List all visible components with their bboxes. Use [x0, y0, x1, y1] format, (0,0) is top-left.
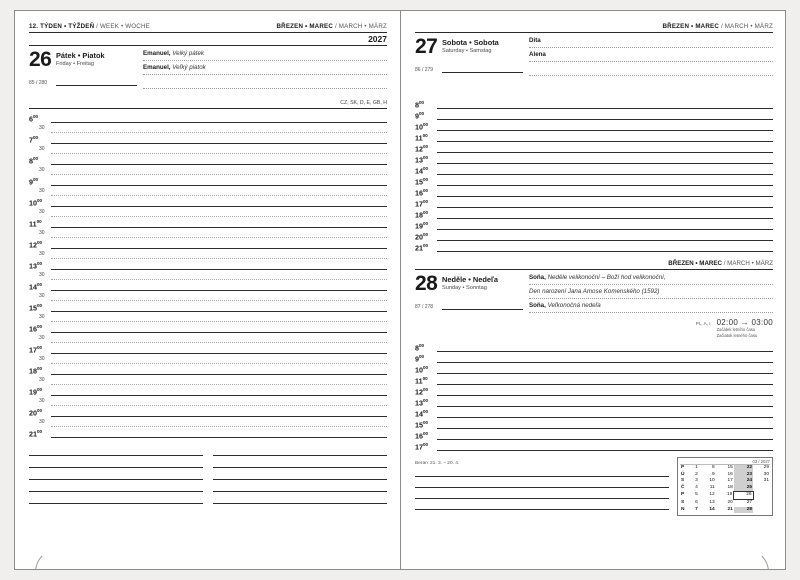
hour-label: $15^{00}$	[415, 176, 429, 186]
note-line[interactable]	[29, 492, 203, 504]
calendar-day[interactable]: 16	[727, 471, 733, 477]
calendar-day[interactable]: 4	[695, 485, 698, 491]
hour-label: $16^{00}$	[29, 323, 43, 333]
hour-line[interactable]	[437, 373, 773, 374]
day-26-block	[29, 46, 387, 92]
day-27-nameday-list	[523, 37, 773, 79]
day-27-name-secondary: Saturday • Samstag	[442, 48, 492, 54]
hour-line[interactable]	[437, 417, 773, 418]
weekday-initial: P	[681, 492, 685, 498]
hour-line[interactable]	[51, 374, 387, 375]
hour-line[interactable]	[51, 353, 387, 354]
nameday-row	[529, 37, 773, 48]
half-hour-label: 30	[39, 272, 45, 278]
half-hour-line[interactable]	[51, 195, 387, 196]
nameday-blank-line[interactable]	[143, 78, 387, 89]
weekday-initial: S	[681, 499, 685, 505]
nameday-note: Den narození Jana Amose Komenského (1592)	[529, 288, 660, 295]
day-27-write-line[interactable]	[442, 66, 523, 73]
nameday-row	[529, 274, 773, 285]
half-hour-label: 30	[39, 230, 45, 236]
hour-label: $9^{00}$	[29, 176, 39, 186]
right-corner-clip	[401, 529, 787, 569]
holiday-code-row: CZ, SK, D, E, GB, H	[29, 98, 387, 109]
dst-time-change	[717, 318, 773, 327]
day-26-identity	[29, 50, 137, 92]
right-page-header	[415, 23, 773, 33]
hour-label: $6^{00}$	[29, 113, 39, 123]
left-page	[15, 11, 401, 569]
calendar-day[interactable]: 9	[712, 471, 715, 477]
hour-label: $13^{00}$	[415, 154, 429, 164]
calendar-day[interactable]	[753, 499, 770, 506]
day-28-timetable	[415, 341, 773, 451]
note-line[interactable]	[213, 456, 387, 468]
dst-time-from: 02:00	[716, 318, 739, 327]
hour-label: $10^{00}$	[415, 121, 429, 131]
daylight-saving-note	[415, 318, 773, 339]
half-hour-line[interactable]	[51, 258, 387, 259]
hour-line[interactable]	[51, 269, 387, 270]
nameday-row	[143, 64, 387, 75]
hour-label: $10^{00}$	[29, 197, 43, 207]
hour-label: $15^{00}$	[415, 419, 429, 429]
hour-line[interactable]	[437, 384, 773, 385]
half-hour-label: 30	[39, 188, 45, 194]
hour-label: $13^{00}$	[29, 260, 43, 270]
hour-label: $9^{00}$	[415, 110, 425, 120]
mini-calendar-title: 03 / 2027	[680, 459, 770, 465]
day-27-identity	[415, 37, 523, 79]
note-line[interactable]	[213, 492, 387, 504]
month-label	[662, 23, 773, 30]
half-hour-label: 30	[39, 251, 45, 257]
hour-line[interactable]	[437, 406, 773, 407]
hour-line[interactable]	[437, 229, 773, 230]
calendar-day[interactable]: 20	[727, 499, 733, 505]
nameday-note: Veľkonočná nedeľa	[547, 302, 601, 309]
zodiac-note-line[interactable]	[415, 466, 669, 477]
calendar-day[interactable]: 11	[709, 485, 715, 491]
day-27-timetable	[415, 98, 773, 252]
day-26-day-of-year: 85 / 280	[29, 80, 48, 86]
dst-arrow-icon: →	[740, 318, 749, 327]
hour-line[interactable]	[51, 248, 387, 249]
day-27-name-primary: Sobota • Sobota	[442, 38, 499, 47]
day-28-write-line[interactable]	[442, 303, 523, 310]
hour-label: $19^{00}$	[29, 386, 43, 396]
nameday-note: Neděle velikonoční – Boží hod velikonoční,	[547, 274, 666, 281]
half-hour-line[interactable]	[51, 153, 387, 154]
nameday-name: Dita	[529, 37, 541, 44]
hour-label: $18^{00}$	[415, 209, 429, 219]
day-26-write-line[interactable]	[56, 79, 137, 86]
dst-country-codes: PL, A, I	[695, 321, 711, 326]
hour-line[interactable]	[437, 108, 773, 109]
hour-label: $15^{00}$	[29, 302, 43, 312]
calendar-day[interactable]: 13	[709, 499, 715, 505]
mini-calendar-row	[680, 472, 770, 479]
zodiac-note-line[interactable]	[415, 488, 669, 499]
half-hour-line[interactable]	[51, 321, 387, 322]
hour-line[interactable]	[51, 164, 387, 165]
calendar-day[interactable]	[753, 492, 770, 500]
day-27-day-of-year: 86 / 279	[415, 67, 434, 73]
week-translation-text: / WEEK • WOCHE	[96, 23, 150, 30]
calendar-day-highlight[interactable]: 22	[734, 465, 753, 472]
hour-label: $18^{00}$	[29, 365, 43, 375]
calendar-day[interactable]: 15	[727, 465, 733, 470]
nameday-row	[143, 50, 387, 61]
calendar-day[interactable]: 27	[746, 499, 753, 505]
hour-line[interactable]	[437, 395, 773, 396]
hour-label: $8^{00}$	[29, 155, 39, 165]
note-line[interactable]	[29, 444, 203, 456]
half-hour-line[interactable]	[51, 174, 387, 175]
day-28-name-primary: Neděle • Nedeľa	[442, 275, 498, 284]
half-hour-label: 30	[39, 146, 45, 152]
half-hour-label: 30	[39, 335, 45, 341]
hour-label: $8^{00}$	[415, 99, 425, 109]
hour-label: $14^{00}$	[415, 165, 429, 175]
hour-line[interactable]	[437, 362, 773, 363]
calendar-day[interactable]: 5	[695, 492, 698, 498]
note-line[interactable]	[213, 480, 387, 492]
day-28-block	[415, 270, 773, 316]
notes-column-left	[29, 444, 203, 504]
day-26-name-primary: Pátek • Piatok	[56, 51, 105, 60]
hour-line[interactable]	[437, 185, 773, 186]
hour-line[interactable]	[51, 227, 387, 228]
mini-calendar-table	[680, 465, 770, 513]
hour-label: $11^{00}$	[29, 218, 42, 228]
mini-calendar-row	[680, 465, 770, 472]
month-name-text: BŘEZEN • MAREC	[662, 23, 720, 30]
calendar-day[interactable]: 29	[763, 465, 769, 470]
day-27-spacer	[415, 85, 773, 95]
hour-line[interactable]	[437, 196, 773, 197]
day-28-nameday-list	[523, 274, 773, 316]
hour-line[interactable]	[437, 439, 773, 440]
hour-line[interactable]	[437, 450, 773, 451]
note-line[interactable]	[29, 456, 203, 468]
hour-label: $12^{00}$	[415, 143, 429, 153]
half-hour-line[interactable]	[51, 405, 387, 406]
note-line[interactable]	[213, 444, 387, 456]
half-hour-label: 30	[39, 125, 45, 131]
hour-label: $21^{00}$	[415, 242, 429, 252]
hour-label: $21^{00}$	[29, 428, 43, 438]
zodiac-note-line[interactable]	[415, 499, 669, 510]
nameday-name: Soňa,	[529, 274, 546, 281]
hour-line[interactable]	[51, 290, 387, 291]
hour-label: $10^{00}$	[415, 364, 429, 374]
nameday-row	[529, 302, 773, 313]
notes-column-right	[213, 444, 387, 504]
month-translation-text: / MARCH • MÄRZ	[723, 260, 773, 267]
calendar-day-highlight[interactable]: 25	[734, 485, 753, 492]
day-28-number: 28	[415, 272, 438, 295]
calendar-day[interactable]: 31	[763, 478, 769, 484]
hour-line[interactable]	[51, 437, 387, 438]
half-hour-line[interactable]	[51, 132, 387, 133]
mini-calendar-row	[680, 485, 770, 492]
hour-line[interactable]	[437, 141, 773, 142]
hour-label: $20^{00}$	[29, 407, 43, 417]
calendar-day-highlight[interactable]: 23	[734, 472, 753, 479]
page-corner-arc-right	[723, 549, 769, 569]
dst-caption-sk: Začiatok letného času	[716, 333, 758, 338]
zodiac-and-calendar-row	[415, 457, 773, 516]
weekday-initial: P	[681, 465, 685, 470]
nameday-row	[529, 288, 773, 299]
hour-label: $13^{00}$	[415, 397, 429, 407]
hour-line[interactable]	[437, 119, 773, 120]
hour-line[interactable]	[437, 428, 773, 429]
nameday-note: Veľký piatok	[172, 64, 206, 71]
calendar-day[interactable]: 7	[695, 506, 698, 512]
hour-line[interactable]	[437, 351, 773, 352]
calendar-day[interactable]: 21	[727, 506, 733, 512]
half-hour-label: 30	[39, 167, 45, 173]
hour-label: $8^{00}$	[415, 342, 425, 352]
hour-line[interactable]	[51, 185, 387, 186]
month-translation-text: / MARCH • MÄRZ	[720, 23, 773, 30]
calendar-day[interactable]: 1	[695, 465, 698, 470]
weekday-initial: S	[681, 478, 685, 484]
left-page-notes	[29, 444, 387, 504]
hour-line[interactable]	[437, 152, 773, 153]
calendar-day[interactable]: 3	[695, 478, 698, 484]
calendar-day[interactable]: 8	[712, 465, 715, 470]
nameday-name: Emanuel,	[143, 50, 171, 57]
note-line[interactable]	[29, 480, 203, 492]
weekday-initial: N	[681, 506, 685, 512]
zodiac-note-line[interactable]	[415, 477, 669, 488]
hour-label: $9^{00}$	[415, 353, 425, 363]
nameday-name: Alena	[529, 51, 546, 58]
hour-line[interactable]	[437, 163, 773, 164]
calendar-day[interactable]: 30	[763, 471, 769, 477]
hour-line[interactable]	[51, 332, 387, 333]
nameday-name: Soňa,	[529, 302, 546, 309]
week-label	[29, 23, 150, 30]
nameday-name: Emanuel,	[143, 64, 171, 71]
day-26-number: 26	[29, 48, 52, 71]
hour-line[interactable]	[437, 207, 773, 208]
zodiac-range: 21. 3. – 20. 4.	[429, 461, 460, 466]
calendar-day[interactable]: 18	[727, 485, 733, 491]
paper-sheet	[14, 10, 786, 570]
calendar-day[interactable]: 12	[709, 492, 715, 498]
hour-line[interactable]	[51, 416, 387, 417]
day-26-timetable	[29, 112, 387, 438]
mid-month-header	[415, 260, 773, 270]
hour-line[interactable]	[51, 122, 387, 123]
half-hour-label: 30	[39, 419, 45, 425]
calendar-day[interactable]: 14	[709, 506, 715, 512]
half-hour-label: 30	[39, 314, 45, 320]
hour-label: $14^{00}$	[415, 408, 429, 418]
hour-label: $11^{00}$	[415, 375, 428, 385]
month-name-text: BŘEZEN • MAREC	[668, 260, 722, 267]
hour-label: $11^{00}$	[415, 132, 428, 142]
hour-line[interactable]	[437, 174, 773, 175]
mini-calendar-row	[680, 478, 770, 485]
day-26-nameday-list	[137, 50, 387, 92]
day-28-identity	[415, 274, 523, 316]
calendar-day-highlight[interactable]: 24	[734, 478, 753, 485]
half-hour-line[interactable]	[51, 384, 387, 385]
calendar-day-highlight[interactable]: 28	[734, 507, 753, 514]
half-hour-line[interactable]	[51, 342, 387, 343]
hour-line[interactable]	[51, 143, 387, 144]
mini-calendar-row	[680, 507, 770, 514]
calendar-day[interactable]: 10	[709, 478, 715, 484]
hour-label: $17^{00}$	[415, 198, 429, 208]
year-label: 2027	[29, 33, 387, 46]
calendar-day[interactable]	[753, 485, 770, 492]
half-hour-line[interactable]	[51, 363, 387, 364]
dst-caption-cz: Začátek letního času	[716, 327, 756, 332]
calendar-day[interactable]: 6	[695, 499, 698, 505]
hour-label: $14^{00}$	[29, 281, 43, 291]
hour-label: $16^{00}$	[415, 187, 429, 197]
calendar-day-marked[interactable]: 26	[734, 492, 753, 500]
hour-line[interactable]	[437, 251, 773, 252]
left-page-header	[29, 23, 387, 33]
mini-calendar-row	[680, 499, 770, 506]
calendar-day[interactable]	[753, 507, 770, 514]
weekday-initial: Ú	[681, 471, 685, 477]
hour-line[interactable]	[51, 206, 387, 207]
calendar-day[interactable]: 17	[727, 478, 733, 484]
hour-line[interactable]	[437, 218, 773, 219]
hour-label: $20^{00}$	[415, 231, 429, 241]
nameday-blank-line[interactable]	[529, 65, 773, 76]
hour-label: $12^{00}$	[29, 239, 43, 249]
half-hour-line[interactable]	[51, 300, 387, 301]
month-translation-text: / MARCH • MÄRZ	[334, 23, 387, 30]
month-label	[276, 23, 387, 30]
nameday-row	[529, 51, 773, 62]
hour-line[interactable]	[51, 395, 387, 396]
day-27-number: 27	[415, 35, 438, 58]
half-hour-label: 30	[39, 209, 45, 215]
mini-month-calendar[interactable]	[677, 457, 773, 516]
note-line[interactable]	[213, 468, 387, 480]
hour-label: $19^{00}$	[415, 220, 429, 230]
zodiac-block	[415, 457, 677, 516]
half-hour-line[interactable]	[51, 426, 387, 427]
day-27-block	[415, 33, 773, 79]
hour-line[interactable]	[437, 130, 773, 131]
calendar-day[interactable]: 2	[695, 471, 698, 477]
half-hour-label: 30	[39, 356, 45, 362]
month-name-text: BŘEZEN • MAREC	[276, 23, 334, 30]
half-hour-line[interactable]	[51, 279, 387, 280]
day-26-name-secondary: Friday • Freitag	[56, 61, 95, 67]
hour-label: $17^{00}$	[29, 344, 43, 354]
day-28-day-of-year: 87 / 278	[415, 304, 434, 310]
zodiac-name: Beran	[415, 461, 428, 466]
half-hour-line[interactable]	[51, 237, 387, 238]
hour-line[interactable]	[51, 311, 387, 312]
hour-label: $17^{00}$	[415, 441, 429, 451]
half-hour-label: 30	[39, 398, 45, 404]
weekday-initial: Č	[681, 485, 685, 491]
hour-line[interactable]	[437, 240, 773, 241]
calendar-day[interactable]: 19	[726, 492, 733, 498]
half-hour-label: 30	[39, 377, 45, 383]
half-hour-line[interactable]	[51, 216, 387, 217]
day-28-name-secondary: Sunday • Sonntag	[442, 285, 487, 291]
page-corner-arc-left	[35, 549, 81, 569]
mini-calendar-row	[680, 492, 770, 500]
right-page	[401, 11, 787, 569]
dst-time-to: 03:00	[751, 318, 773, 327]
hour-label: $7^{00}$	[29, 134, 39, 144]
zodiac-title	[415, 457, 669, 466]
left-corner-clip	[15, 529, 401, 569]
nameday-note: Velký pátek	[172, 50, 205, 57]
week-number-text: 12. TÝDEN • TÝŽDEŇ	[29, 23, 95, 30]
hour-label: $12^{00}$	[415, 386, 429, 396]
half-hour-label: 30	[39, 293, 45, 299]
note-line[interactable]	[29, 468, 203, 480]
hour-label: $16^{00}$	[415, 430, 429, 440]
